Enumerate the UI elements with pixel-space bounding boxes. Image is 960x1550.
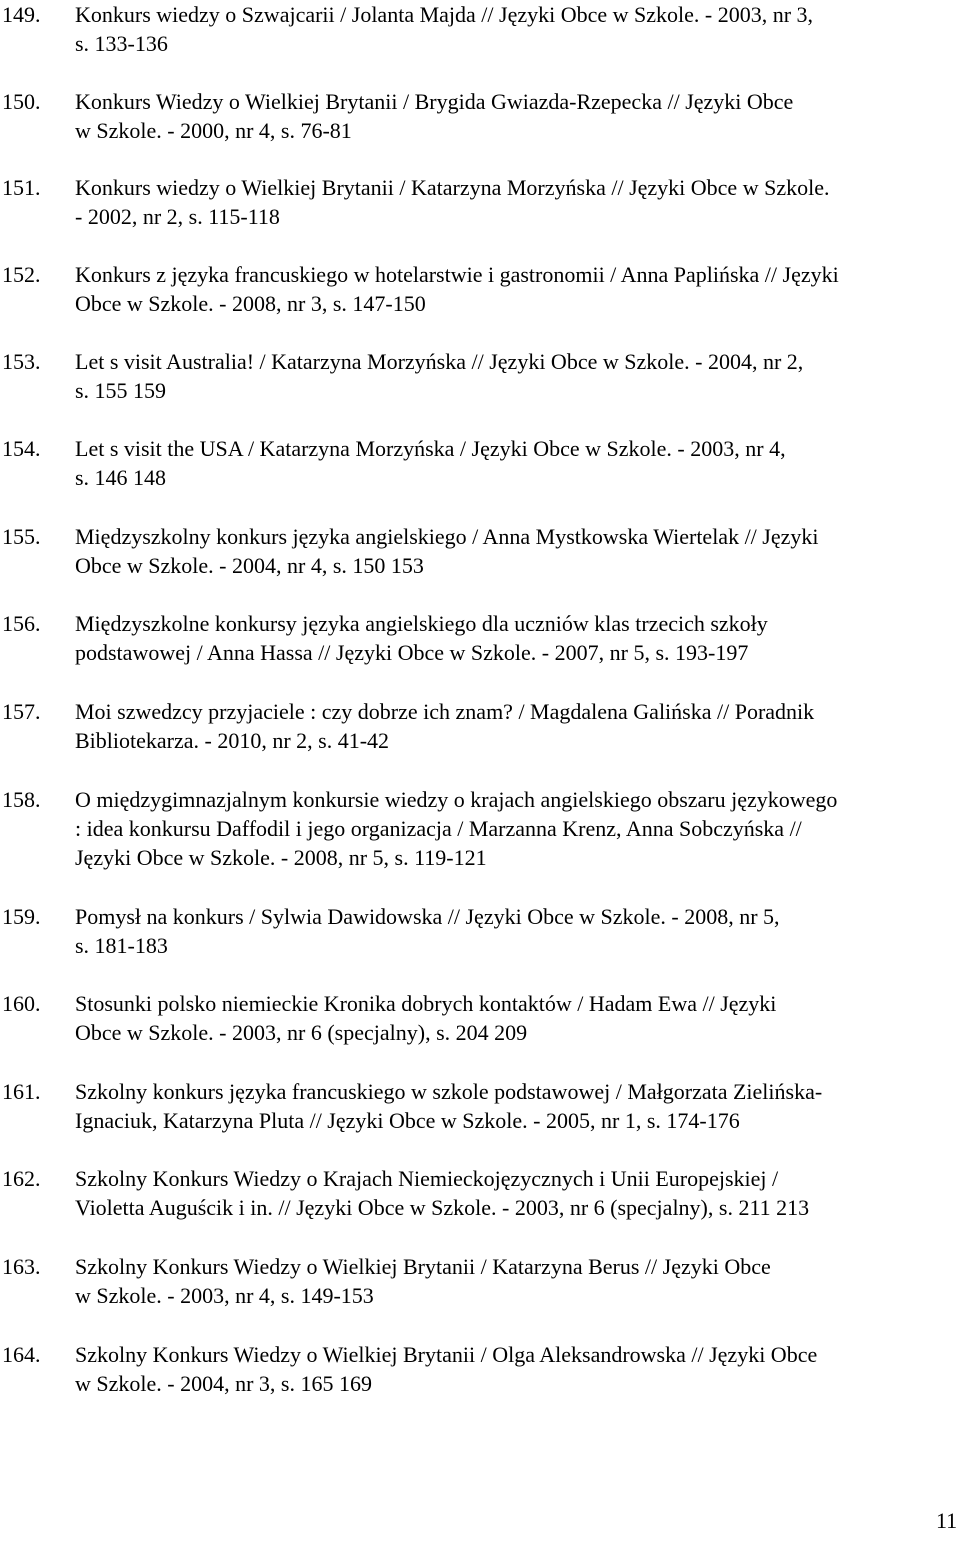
entry-number: 162. [2,1166,41,1191]
entry-text: Konkurs wiedzy o Szwajcarii / Jolanta Majda // Języki Obce w Szkole. - 2003, nr 3, s. 133-136 [75,2,814,56]
entry-text: Let s visit the USA / Katarzyna Morzyńska / Języki Obce w Szkole. - 2003, nr 4, s. 146 148 [75,436,786,490]
bibliography-entry [0,989,960,1047]
entry-number: 158. [2,787,41,812]
entry-text: Międzyszkolne konkursy języka angielskiego dla uczniów klas trzecich szkoły podstawowej / Anna Hassa // Języki Obce w Szkole. - 2007, nr 5, s. 193-197 [75,611,768,665]
entry-number: 157. [2,699,41,724]
entry-number: 155. [2,524,41,549]
entry-text: Szkolny Konkurs Wiedzy o Wielkiej Brytanii / Katarzyna Berus // Języki Obce w Szkole. - 2003, nr 4, s. 149-153 [75,1254,771,1308]
entry-number: 156. [2,611,41,636]
bibliography-entry [0,609,960,667]
entry-number: 149. [2,2,41,27]
bibliography-entry [0,347,960,405]
entry-number: 152. [2,262,41,287]
bibliography-entry [0,522,960,580]
bibliography-entry [0,1252,960,1310]
bibliography-entry [0,902,960,960]
entry-text: Moi szwedzcy przyjaciele : czy dobrze ich znam? / Magdalena Galińska // Poradnik Bibliotekarza. - 2010, nr 2, s. 41-42 [75,699,815,753]
bibliography-entry [0,87,960,145]
bibliography-entry [0,1164,960,1222]
page-number: 11 [936,1508,958,1533]
entry-number: 153. [2,349,41,374]
bibliography-entry [0,0,960,58]
entry-number: 159. [2,904,41,929]
entry-text: Szkolny konkurs języka francuskiego w szkole podstawowej / Małgorzata Zielińska- Ignaciuk, Katarzyna Pluta // Języki Obce w Szkole. - 2005, nr 1, s. 174-176 [75,1079,823,1133]
entry-text: Let s visit Australia! / Katarzyna Morzyńska // Języki Obce w Szkole. - 2004, nr 2, s. 155 159 [75,349,804,403]
entry-number: 163. [2,1254,41,1279]
bibliography-entry [0,173,960,231]
entry-text: Szkolny Konkurs Wiedzy o Krajach Niemieckojęzycznych i Unii Europejskiej / Violetta Auguścik i in. // Języki Obce w Szkole. - 2003, nr 6 (specjalny), s. 211 213 [75,1166,810,1220]
entry-text: Szkolny Konkurs Wiedzy o Wielkiej Brytanii / Olga Aleksandrowska // Języki Obce w Szkole. - 2004, nr 3, s. 165 169 [75,1342,818,1396]
entry-text: Konkurs wiedzy o Wielkiej Brytanii / Katarzyna Morzyńska // Języki Obce w Szkole. - 2002, nr 2, s. 115-118 [75,175,830,229]
entry-text: Stosunki polsko niemieckie Kronika dobrych kontaktów / Hadam Ewa // Języki Obce w Szkole. - 2003, nr 6 (specjalny), s. 204 209 [75,991,777,1045]
bibliography-entry [0,260,960,318]
entry-number: 164. [2,1342,41,1367]
bibliography-entry [0,434,960,492]
bibliography-entry [0,1077,960,1135]
entry-text: O międzygimnazjalnym konkursie wiedzy o krajach angielskiego obszaru językowego : idea konkursu Daffodil i jego organizacja / Marzanna Krenz, Anna Sobczyńska // Języki Obce w Szkole. - 2008, nr 5, s. 119-121 [75,787,838,870]
bibliography-entry [0,785,960,872]
entry-number: 161. [2,1079,41,1104]
entry-text: Konkurs Wiedzy o Wielkiej Brytanii / Brygida Gwiazda-Rzepecka // Języki Obce w Szkole. - 2000, nr 4, s. 76-81 [75,89,794,143]
entry-number: 150. [2,89,41,114]
bibliography-entry [0,697,960,755]
entry-text: Pomysł na konkurs / Sylwia Dawidowska // Języki Obce w Szkole. - 2008, nr 5, s. 181-183 [75,904,780,958]
entry-number: 160. [2,991,41,1016]
entry-text: Konkurs z języka francuskiego w hotelarstwie i gastronomii / Anna Paplińska // Języki Obce w Szkole. - 2008, nr 3, s. 147-150 [75,262,839,316]
entry-number: 154. [2,436,41,461]
entry-text: Międzyszkolny konkurs języka angielskiego / Anna Mystkowska Wiertelak // Języki Obce w Szkole. - 2004, nr 4, s. 150 153 [75,524,819,578]
bibliography-entry [0,1340,960,1398]
entry-number: 151. [2,175,41,200]
